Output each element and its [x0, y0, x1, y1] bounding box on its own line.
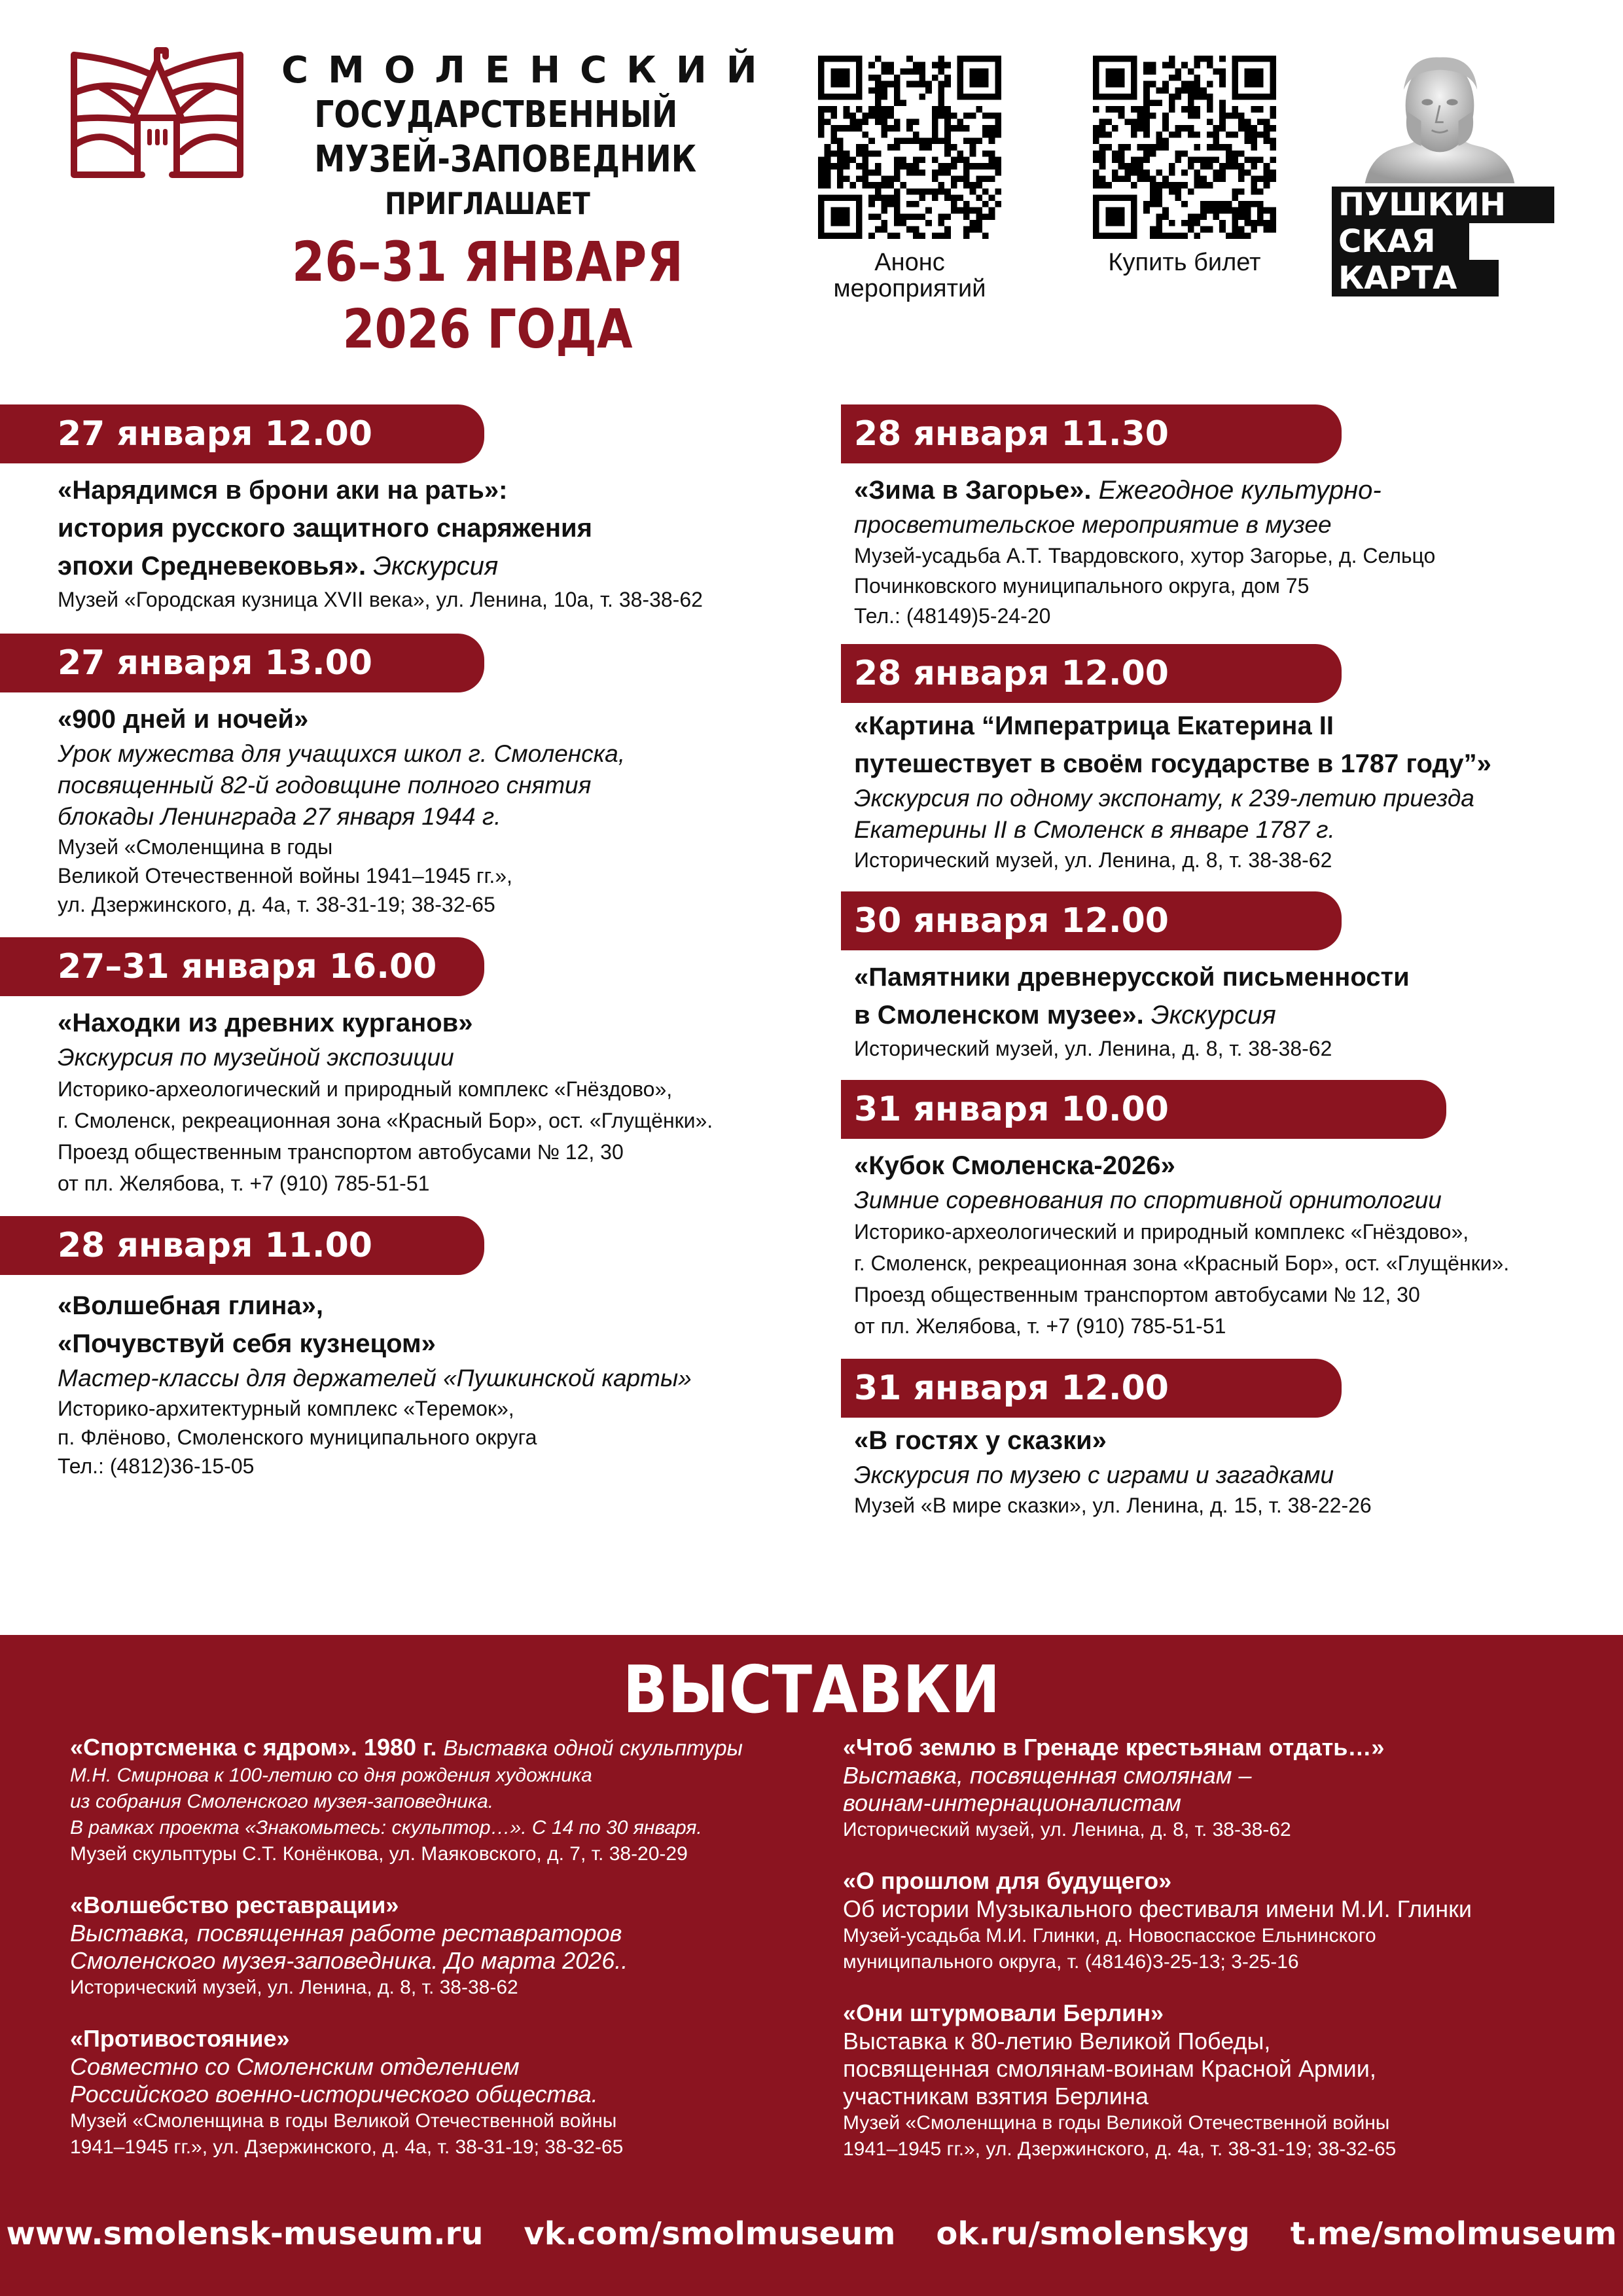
exhibition-description: Выставка, посвященная смолянам – воинам-интернационалистам [843, 1762, 1252, 1816]
event-item [0, 1216, 818, 1480]
exhibitions-section [0, 1635, 1623, 2296]
event-place: Историко-архитектурный комплекс «Теремок», п. Флёново, Смоленского муниципального округа Тел.: (4812)36-15-05 [58, 1397, 537, 1478]
org-name-line: СМОЛЕНСКИЙ [281, 49, 777, 92]
event-title: «Зима в Загорье». Ежегодное культурно- [854, 476, 1382, 505]
event-place: Музей-усадьба А.Т. Твардовского, хутор Загорье, д. Сельцо Починковского муниципального округа, дом 75 Тел.: (48149)5-24-20 [854, 544, 1436, 628]
event-kind: Экскурсия [1150, 1001, 1276, 1030]
event-datetime: 27–31 января 16.00 [0, 937, 484, 996]
exhibition-place: Музей «Смоленщина в годы Великой Отечественной войны 1941–1945 гг.», ул. Дзержинского, д. 4а, т. 38-31-19; 38-32-65 [70, 2110, 624, 2158]
event-place: Музей «Городская кузница XVII века», ул. Ленина, 10а, т. 38-38-62 [58, 588, 703, 611]
event-year-heading: 2026 ГОДА [342, 298, 633, 361]
exhibition-item [843, 1999, 1596, 2162]
event-place: Исторический музей, ул. Ленина, д. 8, т. 38-38-62 [854, 848, 1332, 872]
exhibitions-right-column [843, 1733, 1596, 2186]
qr-announcements[interactable] [805, 56, 1014, 302]
pushkin-card-line: СКАЯ [1332, 223, 1469, 260]
event-kind: Ежегодное культурно- [1098, 476, 1382, 505]
pushkin-card-logo [1329, 52, 1558, 296]
exhibition-place: Исторический музей, ул. Ленина, д. 8, т. 38-38-62 [843, 1819, 1291, 1840]
museum-tower-logo-icon [69, 47, 245, 178]
qr-buy-ticket[interactable] [1080, 56, 1289, 276]
event-title: «Находки из древних курганов» [58, 1009, 473, 1037]
event-item [0, 404, 818, 614]
qr-code-icon[interactable] [1093, 56, 1276, 239]
telegram-link[interactable]: t.me/smolmuseum [1290, 2215, 1617, 2252]
event-description: Экскурсия по музейной экспозиции [58, 1044, 454, 1071]
event-title: «900 дней и ночей» [58, 705, 309, 734]
event-item [841, 891, 1623, 1063]
exhibition-title: «Чтоб землю в Гренаде крестьянам отдать…» [843, 1734, 1385, 1761]
exhibition-description: Совместно со Смоленским отделением Российского военно-исторического общества. [70, 2053, 598, 2108]
exhibition-item [70, 1891, 823, 2001]
event-item [841, 1080, 1623, 1342]
exhibition-item [843, 1733, 1596, 1843]
exhibition-title: «Противостояние» [70, 2025, 290, 2052]
events-right-column [841, 404, 1623, 1520]
exhibition-item [70, 2024, 823, 2161]
exhibition-description: М.Н. Смирнова к 100-летию со дня рождения художника из собрания Смоленского музея-заповедника. В рамках проекта «Знакомьтесь: скульптор…». С 14 по 30 января. [70, 1765, 702, 1839]
events-left-column [0, 404, 818, 1480]
exhibition-title: «О прошлом для будущего» [843, 1867, 1172, 1894]
event-description: Урок мужества для учащихся школ г. Смоленска, посвященный 82-й годовщине полного снятия блокады Ленинграда 27 января 1944 г. [58, 740, 625, 830]
event-dates-heading: 26–31 ЯНВАРЯ [292, 230, 683, 294]
pushkin-card-wordmark [1332, 187, 1554, 296]
event-item [0, 634, 818, 919]
vk-link[interactable]: vk.com/smolmuseum [524, 2215, 896, 2252]
exhibition-place: Музей скульптуры С.Т. Конёнкова, ул. Маяковского, д. 7, т. 38-20-29 [70, 1843, 688, 1865]
website-link[interactable]: www.smolensk-museum.ru [6, 2215, 484, 2252]
exhibition-place: Музей «Смоленщина в годы Великой Отечественной войны 1941–1945 гг.», ул. Дзержинского, д. 4а, т. 38-31-19; 38-32-65 [843, 2112, 1397, 2160]
event-title: «В гостях у сказки» [854, 1426, 1107, 1455]
exhibitions-left-column [70, 1733, 823, 2184]
event-description: Экскурсия по музею с играми и загадками [854, 1462, 1334, 1488]
event-title: «Памятники древнерусской письменности в Смоленском музее». Экскурсия [854, 963, 1410, 1030]
event-place: Историко-археологический и природный комплекс «Гнёздово», г. Смоленск, рекреационная зона «Красный Бор», ост. «Глущёнки». Проезд общественным транспортом автобусами № 12, 30 от пл. Желябова, т. +7 (910) 785-51-51 [58, 1077, 713, 1195]
event-datetime: 27 января 12.00 [0, 404, 484, 463]
ok-link[interactable]: ok.ru/smolenskyg [936, 2215, 1250, 2252]
qr-code-icon[interactable] [818, 56, 1001, 239]
event-datetime: 28 января 11.00 [0, 1216, 484, 1275]
event-place: Исторический музей, ул. Ленина, д. 8, т. 38-38-62 [854, 1037, 1332, 1060]
invites-label: ПРИГЛАШАЕТ [385, 186, 590, 221]
exhibition-place: Музей-усадьба М.И. Глинки, д. Новоспасское Ельнинского муниципального округа, т. (48146)3-25-13; 3-25-16 [843, 1925, 1376, 1973]
event-kind: Экскурсия [373, 552, 499, 581]
exhibition-item [70, 1733, 823, 1867]
exhibitions-heading: ВЫСТАВКИ [622, 1651, 1001, 1728]
organization-name [281, 48, 777, 182]
event-datetime: 30 января 12.00 [841, 891, 1342, 950]
event-title: «Кубок Смоленска-2026» [854, 1151, 1175, 1180]
exhibition-description: Выставка к 80-летию Великой Победы, посвященная смолянам-воинам Красной Армии, участникам взятия Берлина [843, 2028, 1376, 2109]
event-description: Мастер-классы для держателей «Пушкинской карты» [58, 1365, 692, 1391]
event-datetime: 28 января 11.30 [841, 404, 1342, 463]
event-place: Музей «Смоленщина в годы Великой Отечественной войны 1941–1945 гг.», ул. Дзержинского, д. 4а, т. 38-31-19; 38-32-65 [58, 835, 512, 916]
exhibition-title: «Волшебство реставрации» [70, 1892, 399, 1918]
event-item [0, 937, 818, 1199]
poster-header [0, 0, 1623, 380]
org-name-line: ГОСУДАРСТВЕННЫЙ [314, 94, 678, 136]
exhibition-description: Об истории Музыкального фестиваля имени М.И. Глинки [843, 1895, 1472, 1922]
event-place: Историко-археологический и природный комплекс «Гнёздово», г. Смоленск, рекреационная зона «Красный Бор», ост. «Глущёнки». Проезд общественным транспортом автобусами № 12, 30 от пл. Желябова, т. +7 (910) 785-51-51 [854, 1220, 1510, 1338]
event-title: «Нарядимся в брони аки на рать»: история русского защитного снаряжения эпохи Средневековья». Экскурсия [58, 476, 592, 581]
pushkin-card-line: КАРТА [1332, 260, 1499, 296]
event-datetime: 31 января 10.00 [841, 1080, 1446, 1139]
org-name-line: МУЗЕЙ-ЗАПОВЕДНИК [314, 138, 697, 181]
exhibition-description: Выставка, посвященная работе реставраторов Смоленского музея-заповедника. До марта 2026.. [70, 1920, 628, 1974]
exhibition-title: «Они штурмовали Берлин» [843, 2000, 1164, 2026]
event-description: просветительское мероприятие в музее [854, 511, 1332, 538]
event-place: Музей «В мире сказки», ул. Ленина, д. 15, т. 38-22-26 [854, 1494, 1372, 1517]
event-item [841, 404, 1623, 631]
exhibition-title: «Спортсменка с ядром». 1980 г. Выставка одной скульптуры [70, 1734, 743, 1761]
event-title: «Картина “Императрица Екатерина II путешествует в своём государстве в 1787 году”» [854, 711, 1491, 778]
pushkin-bust-icon [1355, 52, 1525, 183]
event-title: «Волшебная глина», «Почувствуй себя кузнецом» [58, 1291, 436, 1358]
exhibition-place: Исторический музей, ул. Ленина, д. 8, т. 38-38-62 [70, 1977, 518, 1998]
exhibition-item [843, 1867, 1596, 1975]
qr-label: Анонс мероприятий [833, 249, 986, 302]
event-item [841, 644, 1623, 874]
footer-links [0, 2211, 1623, 2263]
event-datetime: 31 января 12.00 [841, 1359, 1342, 1418]
event-datetime: 27 января 13.00 [0, 634, 484, 692]
event-description: Экскурсия по одному экспонату, к 239-летию приезда Екатерины II в Смоленск в январе 1787 г. [854, 785, 1474, 843]
qr-label: Купить билет [1108, 249, 1261, 276]
event-description: Зимние соревнования по спортивной орнитологии [854, 1187, 1442, 1213]
pushkin-card-line: ПУШКИН [1332, 187, 1554, 223]
event-item [841, 1359, 1623, 1520]
event-datetime: 28 января 12.00 [841, 644, 1342, 703]
